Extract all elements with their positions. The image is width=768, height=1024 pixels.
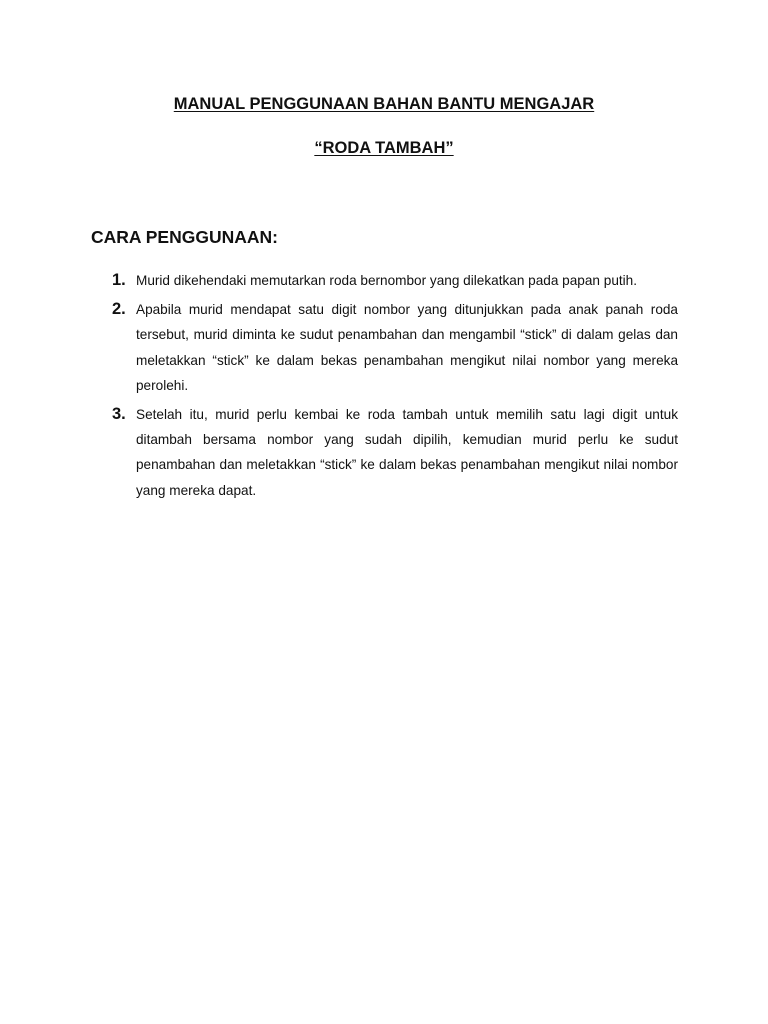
step-number: 2. — [112, 300, 126, 319]
steps-list — [112, 268, 678, 507]
section-heading: CARA PENGGUNAAN: — [91, 227, 278, 247]
step-number: 1. — [112, 271, 126, 289]
step-text: Setelah itu, murid perlu kembai ke roda tambah untuk memilih satu lagi digit untuk ditambah bersama nombor yang sudah dipilih, kemudian murid perlu ke sudut penambahan dan meletakkan “stick” ke dalam bekas penambahan mengikut nilai nombor yang mereka dapat. — [136, 407, 678, 498]
step-number: 3. — [112, 405, 126, 424]
step-item — [112, 268, 678, 293]
document-title: MANUAL PENGGUNAAN BAHAN BANTU MENGAJAR — [173, 95, 595, 113]
step-text: Murid dikehendaki memutarkan roda bernombor yang dilekatkan pada papan putih. — [136, 273, 638, 288]
step-item — [112, 402, 678, 503]
step-text: Apabila murid mendapat satu digit nombor yang ditunjukkan pada anak panah roda tersebut, murid diminta ke sudut penambahan dan mengambil “stick” di dalam gelas dan meletakkan “stick” ke dalam bekas penambahan mengikut nilai nombor yang mereka perolehi. — [136, 302, 678, 393]
step-item — [112, 297, 678, 398]
document-subtitle: “RODA TAMBAH” — [314, 139, 454, 157]
